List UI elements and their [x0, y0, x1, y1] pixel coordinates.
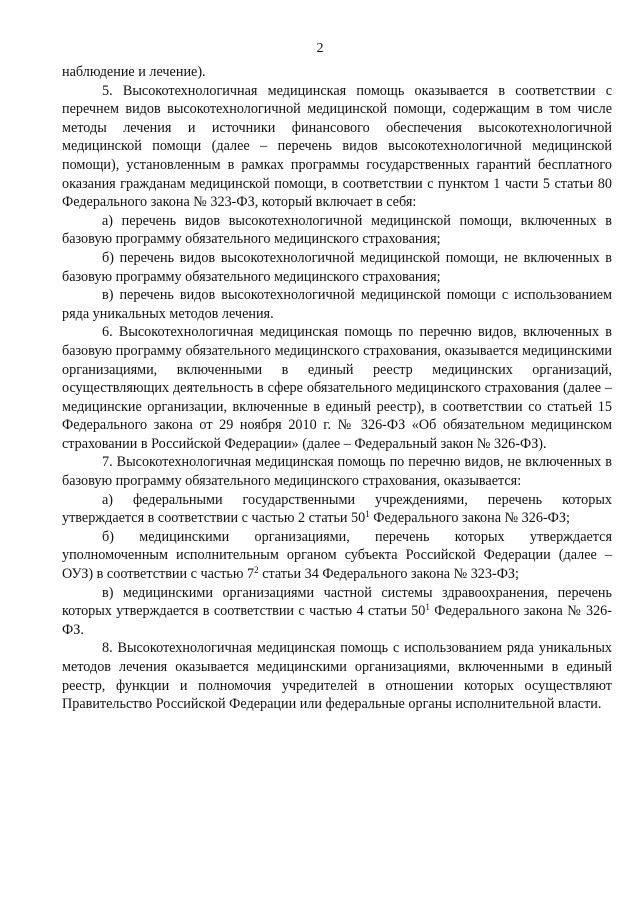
paragraph-text: в) медицинскими организациями частной системы здравоохранения, перечень которых утверждается в соответствии с частью 4 статьи 50 [62, 584, 612, 620]
paragraph-text: б) перечень видов высокотехнологичной медицинской помощи, не включенных в базовую программу обязательного медицинского страхования; [62, 249, 612, 285]
paragraph-text: 6. Высокотехнологичная медицинская помощь по перечню видов, включенных в базовую программу обязательного медицинского страхования, оказывается медицинскими организациями, включенными в единый реестр медицинских организаций, осуществляющих деятельность в сфере обязательного медицинского страхования (далее – медицинские организации, включенные в единый реестр), в соответствии со статьей 15 Федерального закона от 29 ноября 2010 г. № 326-ФЗ «Об обязательном медицинском страховании в Российской Федерации» (далее – Федеральный закон № 326-ФЗ). [62, 324, 612, 452]
paragraph-text: статьи 34 Федерального закона № 323-ФЗ; [258, 566, 519, 583]
paragraph-text: Федерального закона № 326-ФЗ. [62, 603, 612, 638]
paragraph [62, 286, 612, 323]
superscript: 2 [254, 565, 259, 576]
paragraph-text: 5. Высокотехнологичная медицинская помощь оказывается в соответствии с перечнем видов высокотехнологичной медицинской помощи, содержащим в том числе методы лечения и источники финансового обеспечения высокотехнологичной медицинской помощи (далее – перечень видов высокотехнологичной медицинской помощи), установленным в рамках программы государственных гарантий бесплатного оказания гражданам медицинской помощи, в соответствии с пунктом 1 части 5 статьи 80 Федерального закона № 323-ФЗ, который включает в себя: [62, 82, 612, 211]
paragraph-text: Федерального закона № 326-ФЗ; [369, 510, 570, 527]
page-number: 2 [316, 41, 324, 56]
paragraph-text: а) федеральными государственными учреждениями, перечень которых утверждается в соответствии с частью 2 статьи 50 [62, 491, 612, 527]
superscript: 1 [425, 602, 430, 613]
paragraph [62, 639, 612, 713]
paragraph [62, 528, 612, 584]
paragraph [62, 453, 612, 490]
paragraph-text: 7. Высокотехнологичная медицинская помощь по перечню видов, не включенных в базовую программу обязательного медицинского страхования, оказывается: [62, 454, 612, 490]
paragraph-text: б) медицинскими организациями, перечень которых утверждается уполномоченным исполнительным органом субъекта Российской Федерации (далее – ОУЗ) в соответствии с частью 7 [62, 528, 612, 583]
paragraph-text: в) перечень видов высокотехнологичной медицинской помощи с использованием ряда уникальных методов лечения. [62, 287, 612, 322]
paragraph [62, 249, 612, 286]
paragraph-text: 8. Высокотехнологичная медицинская помощь с использованием ряда уникальных методов лечения оказывается медицинскими организациями, включенными в единый реестр, функции и полномочия учредителей в отношении которых осуществляют Правительство Российской Федерации или федеральные органы исполнительной власти. [62, 640, 612, 713]
paragraph [62, 212, 612, 249]
paragraph-text: а) перечень видов высокотехнологичной медицинской помощи, включенных в базовую программу обязательного медицинского страхования; [62, 212, 612, 248]
paragraph [62, 323, 612, 453]
paragraph [62, 584, 612, 640]
paragraph [62, 491, 612, 528]
paragraph [62, 82, 612, 212]
paragraph [62, 63, 612, 82]
document-body [62, 63, 612, 714]
paragraph-text: наблюдение и лечение). [62, 64, 206, 80]
superscript: 1 [365, 509, 370, 520]
